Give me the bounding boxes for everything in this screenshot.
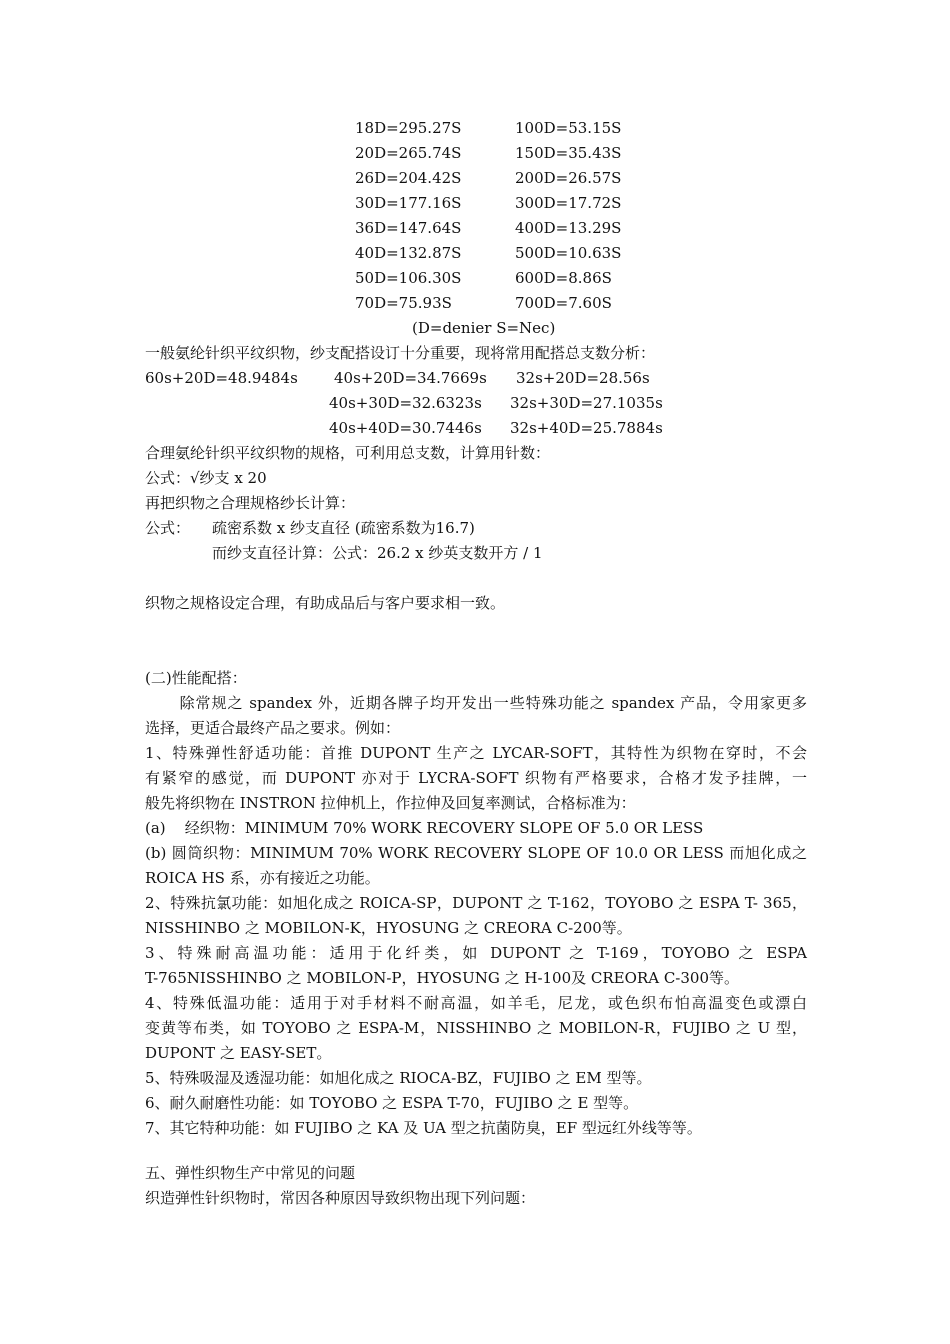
- paragraph-line: 有紧窄的感觉，而 DUPONT 亦对于 LYCRA-SOFT 织物有严格要求，合格才发予挂牌，一: [145, 769, 807, 787]
- table-cell: 300D=17.72S: [515, 194, 622, 212]
- table-cell: 700D=7.60S: [515, 294, 612, 312]
- table-cell: 40s+30D=32.6323s: [329, 394, 482, 412]
- paragraph-line: 1、特殊弹性舒适功能：首推 DUPONT 生产之 LYCAR-SOFT，其特性为织物在穿时，不会: [145, 744, 807, 762]
- table-cell: 40s+20D=34.7669s: [334, 369, 487, 387]
- table-cell: 70D=75.93S: [355, 294, 452, 312]
- paragraph-line: 织造弹性针织物时，常因各种原因导致织物出现下列问题：: [145, 1189, 536, 1207]
- formula-line: 而纱支直径计算：公式：26.2 x 纱英支数开方 / 1: [212, 544, 543, 562]
- table-cell: 200D=26.57S: [515, 169, 622, 187]
- paragraph-line: 选择，更适合最终产品之要求。例如：: [145, 719, 401, 737]
- table-cell: 400D=13.29S: [515, 219, 622, 237]
- paragraph-line: 4、特殊低温功能：适用于对手材料不耐高温，如羊毛，尼龙，或色织布怕高温变色或漂白: [145, 994, 807, 1012]
- denier-conversion-table: [355, 116, 621, 316]
- paragraph-line: NISSHINBO 之 MOBILON-K，HYOSUNG 之 CREORA C-200等。: [145, 919, 632, 937]
- table-cell: 150D=35.43S: [515, 144, 622, 162]
- table-row: [355, 291, 621, 316]
- summary-paragraph: 织物之规格设定合理，有助成品后与客户要求相一致。: [145, 594, 506, 612]
- paragraph-line: 再把织物之合理规格纱长计算：: [145, 494, 356, 512]
- table-cell: 600D=8.86S: [515, 269, 612, 287]
- table-cell: 18D=295.27S: [355, 119, 462, 137]
- section-heading: (二)性能配搭：: [145, 669, 247, 687]
- table-cell: 36D=147.64S: [355, 219, 462, 237]
- table-cell: 50D=106.30S: [355, 269, 462, 287]
- paragraph-line: 变黄等布类，如 TOYOBO 之 ESPA-M，NISSHINBO 之 MOBILON-R，FUJIBO 之 U 型，: [145, 1019, 807, 1037]
- problems-section: [145, 1161, 807, 1211]
- table-row: [145, 366, 807, 391]
- table-row: [355, 116, 621, 141]
- formula-line: [145, 516, 807, 541]
- paragraph-line: 3、特殊耐高温功能：适用于化纤类，如 DUPONT 之 T-169，TOYOBO 之 ESPA: [145, 944, 807, 962]
- table-row: [355, 266, 621, 291]
- performance-section: [145, 666, 807, 1141]
- paragraph-line: 般先将织物在 INSTRON 拉伸机上，作拉伸及回复率测试，合格标准为：: [145, 794, 636, 812]
- formula-text: 疏密系数 x 纱支直径 (疏密系数为16.7): [212, 519, 475, 537]
- paragraph-line: 一般氨纶针织平纹织物，纱支配搭设订十分重要，现将常用配搭总支数分析：: [145, 344, 656, 362]
- formula-line: 公式：√纱支 x 20: [145, 469, 267, 487]
- table-cell: 32s+30D=27.1035s: [510, 394, 663, 412]
- paragraph-line: 6、耐久耐磨性功能：如 TOYOBO 之 ESPA T-70，FUJIBO 之 E 型等。: [145, 1094, 639, 1112]
- table-row: [355, 191, 621, 216]
- section-heading: 五、弹性织物生产中常见的问题: [145, 1164, 356, 1182]
- table-cell: 40D=132.87S: [355, 244, 462, 262]
- yarn-mix-section: [145, 341, 807, 566]
- paragraph-line: (b) 圆筒织物：MINIMUM 70% WORK RECOVERY SLOPE OF 10.0 OR LESS 而旭化成之: [145, 844, 807, 862]
- table-row: [355, 216, 621, 241]
- table-row: [355, 241, 621, 266]
- paragraph-line: DUPONT 之 EASY-SET。: [145, 1044, 332, 1062]
- paragraph-line: 2、特殊抗氯功能：如旭化成之 ROICA-SP，DUPONT 之 T-162，TOYOBO 之 ESPA T- 365，: [145, 894, 807, 912]
- paragraph-line: (a) 经织物：MINIMUM 70% WORK RECOVERY SLOPE OF 5.0 OR LESS: [145, 819, 704, 837]
- table-cell: 26D=204.42S: [355, 169, 462, 187]
- paragraph-line: 除常规之 spandex 外，近期各牌子均开发出一些特殊功能之 spandex 产品，令用家更多: [145, 694, 808, 712]
- paragraph-line: 合理氨纶针织平纹织物的规格，可利用总支数，计算用针数：: [145, 444, 551, 462]
- table-row: [145, 391, 807, 416]
- formula-label: 公式：: [145, 519, 191, 537]
- table-row: [145, 416, 807, 441]
- table-cell: 32s+20D=28.56s: [516, 369, 650, 387]
- table-cell: 500D=10.63S: [515, 244, 622, 262]
- paragraph-line: ROICA HS 系，亦有接近之功能。: [145, 869, 380, 887]
- table-cell: 100D=53.15S: [515, 119, 622, 137]
- table-cell: 20D=265.74S: [355, 144, 462, 162]
- table-cell: 32s+40D=25.7884s: [510, 419, 663, 437]
- table-cell: 30D=177.16S: [355, 194, 462, 212]
- table-row: [355, 166, 621, 191]
- paragraph-line: 5、特殊吸湿及透湿功能：如旭化成之 RIOCA-BZ，FUJIBO 之 EM 型等。: [145, 1069, 652, 1087]
- paragraph-line: 7、其它特种功能：如 FUJIBO 之 KA 及 UA 型之抗菌防臭，EF 型远红外线等等。: [145, 1119, 702, 1137]
- table-cell: 60s+20D=48.9484s: [145, 369, 298, 387]
- unit-legend: (D=denier S=Nec): [412, 319, 556, 337]
- table-cell: 40s+40D=30.7446s: [329, 419, 482, 437]
- paragraph-line: T-765NISSHINBO 之 MOBILON-P，HYOSUNG 之 H-100及 CREORA C-300等。: [145, 969, 740, 987]
- table-row: [355, 141, 621, 166]
